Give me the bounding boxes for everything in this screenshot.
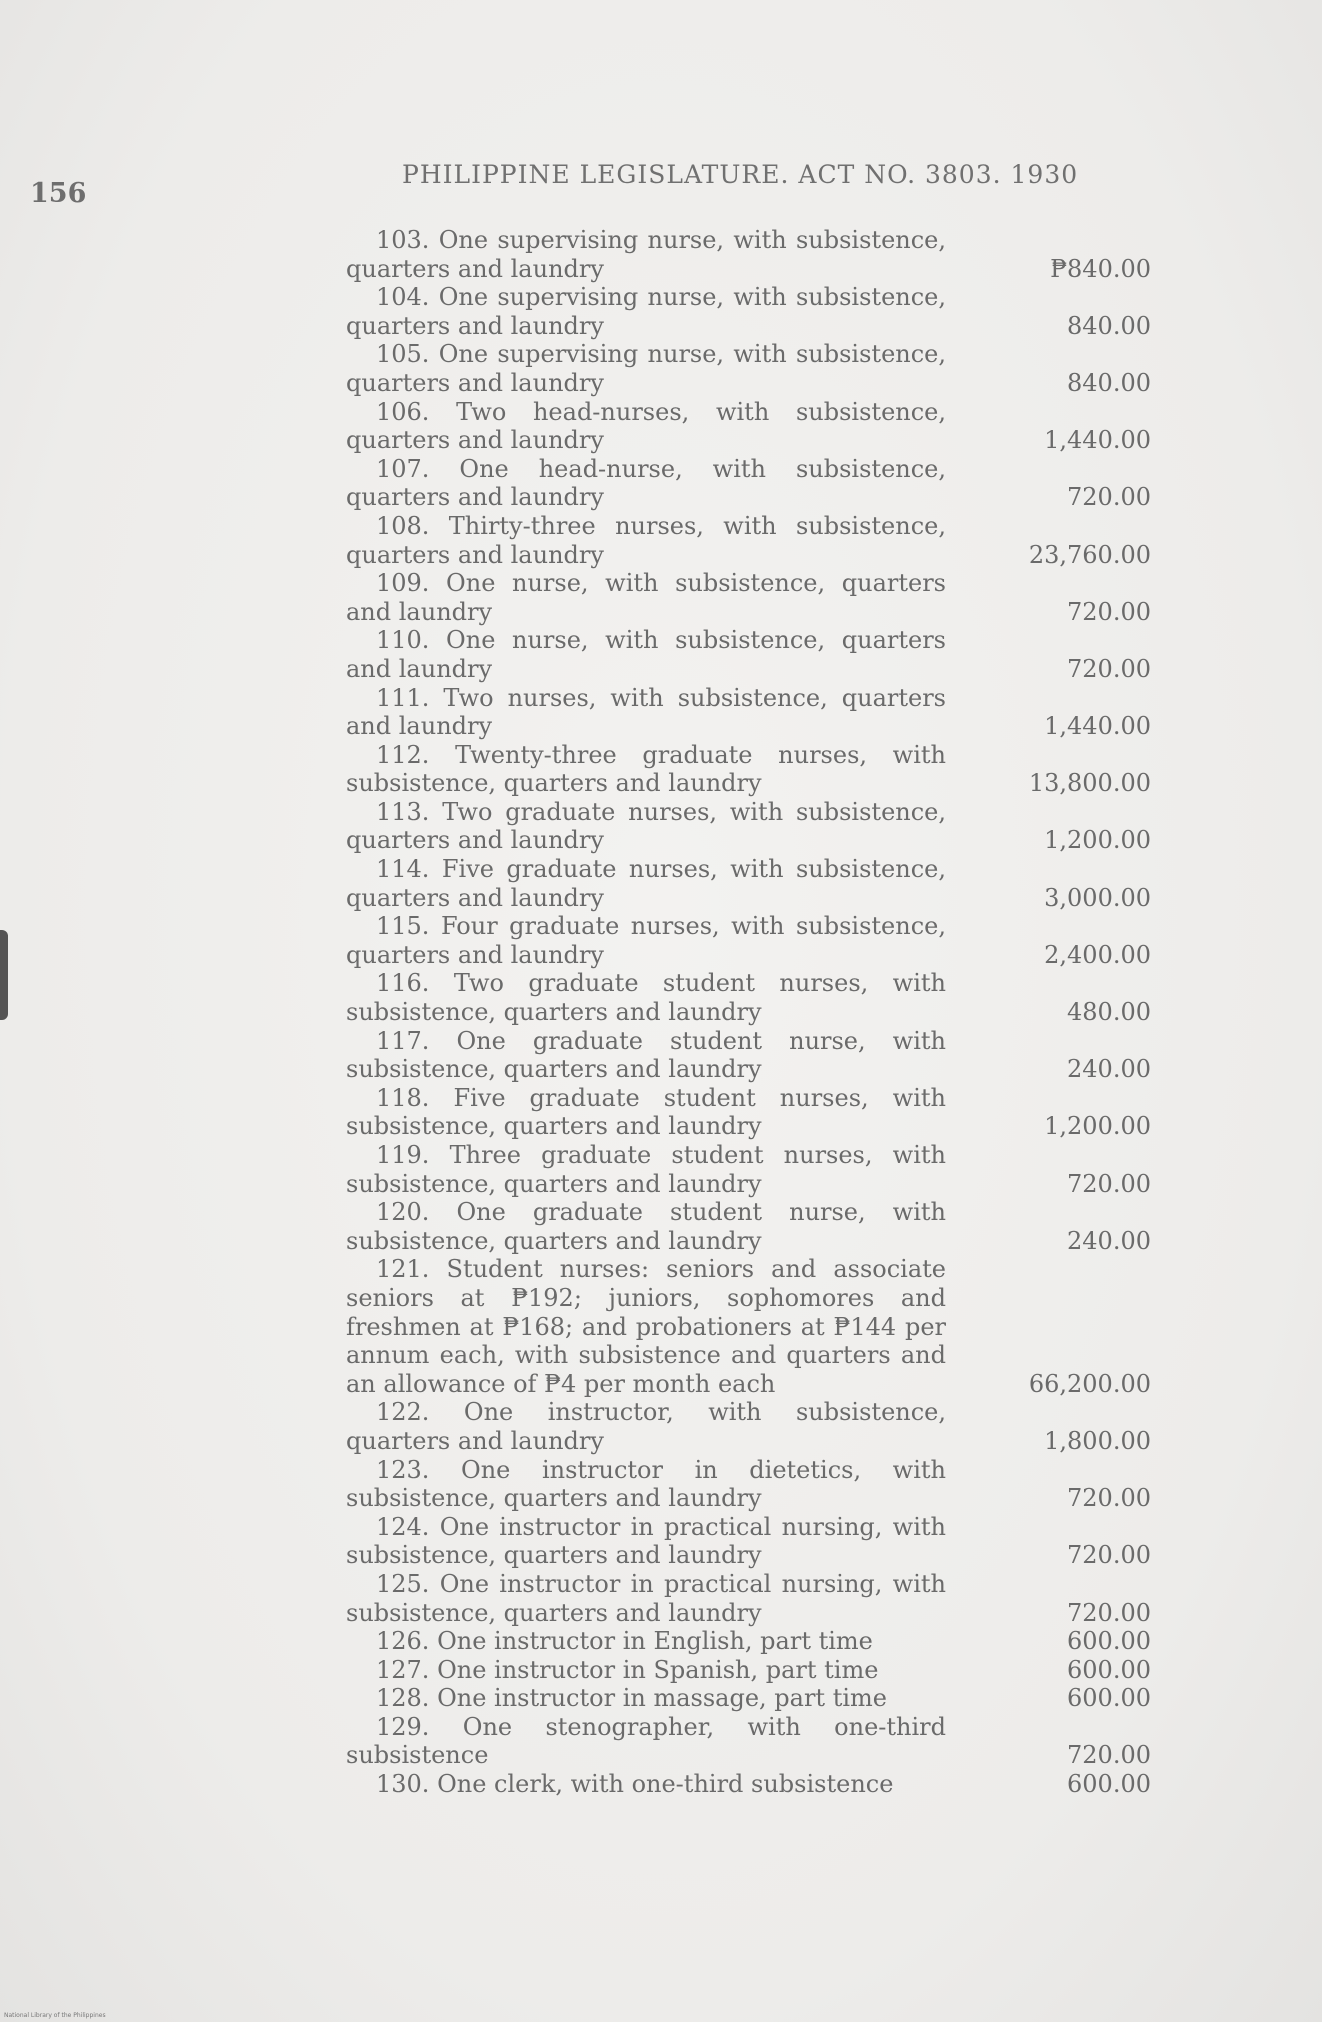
appropriation-item xyxy=(346,969,1151,1026)
appropriation-item xyxy=(346,1656,1151,1685)
appropriation-list xyxy=(346,226,1151,1799)
appropriation-item xyxy=(346,741,1151,798)
appropriation-item xyxy=(346,684,1151,741)
item-description: 104. One supervising nurse, with subsistence, quarters and laundry xyxy=(346,283,946,340)
item-description: 107. One head-nurse, with subsistence, quarters and laundry xyxy=(346,454,946,512)
item-description: 129. One stenographer, with one-third subsistence xyxy=(346,1712,946,1770)
appropriation-item xyxy=(346,1513,1151,1570)
item-amount: 720.00 xyxy=(1067,1598,1151,1627)
item-description: 117. One graduate student nurse, with subsistence, quarters and laundry xyxy=(346,1026,946,1084)
item-amount: 840.00 xyxy=(1067,311,1151,340)
appropriation-item xyxy=(346,1198,1151,1255)
item-amount: 600.00 xyxy=(1067,1684,1151,1713)
item-amount: 720.00 xyxy=(1067,1484,1151,1513)
item-description: 120. One graduate student nurse, with subsistence, quarters and laundry xyxy=(346,1198,946,1255)
item-amount: 720.00 xyxy=(1067,597,1151,626)
item-description: 110. One nurse, with subsistence, quarters and laundry xyxy=(346,626,946,683)
item-description: 118. Five graduate student nurses, with subsistence, quarters and laundry xyxy=(346,1083,946,1141)
item-amount: 720.00 xyxy=(1067,1541,1151,1570)
appropriation-item xyxy=(346,1713,1151,1770)
item-amount: 240.00 xyxy=(1067,1055,1151,1084)
item-description: 124. One instructor in practical nursing, with subsistence, quarters and laundry xyxy=(346,1512,946,1570)
appropriation-item xyxy=(346,455,1151,512)
running-head: PHILIPPINE LEGISLATURE. ACT NO. 3803. 1930 xyxy=(402,160,1079,189)
page-number: 156 xyxy=(30,178,87,209)
item-description: 130. One clerk, with one-third subsistence xyxy=(376,1770,894,1799)
appropriation-item xyxy=(346,1684,1151,1713)
item-amount: 66,200.00 xyxy=(1028,1369,1151,1398)
appropriation-item xyxy=(346,226,1151,283)
item-description: 122. One instructor, with subsistence, quarters and laundry xyxy=(346,1398,946,1455)
footer-note: National Library of the Philippines xyxy=(4,2012,106,2019)
item-description: 119. Three graduate student nurses, with subsistence, quarters and laundry xyxy=(346,1141,946,1198)
appropriation-item xyxy=(346,1141,1151,1198)
item-amount: 840.00 xyxy=(1067,368,1151,397)
item-description: 115. Four graduate nurses, with subsistence, quarters and laundry xyxy=(346,912,946,969)
item-description: 105. One supervising nurse, with subsistence, quarters and laundry xyxy=(346,340,946,397)
item-description: 108. Thirty-three nurses, with subsistence, quarters and laundry xyxy=(346,511,946,569)
item-amount: 720.00 xyxy=(1067,483,1151,512)
item-description: 126. One instructor in English, part time xyxy=(376,1627,873,1656)
appropriation-item xyxy=(346,569,1151,626)
item-amount: 1,440.00 xyxy=(1044,712,1151,741)
item-amount: 23,760.00 xyxy=(1028,540,1151,569)
item-description: 121. Student nurses: seniors and associate seniors at ₱192; juniors, sophomores and freshmen at ₱168; and probationers at ₱144 per annum each, with subsistence and quarters and an allowance of ₱4 per month each xyxy=(346,1255,946,1398)
item-amount: 600.00 xyxy=(1067,1655,1151,1684)
appropriation-item xyxy=(346,1084,1151,1141)
appropriation-item xyxy=(346,1255,1151,1398)
item-amount: 1,200.00 xyxy=(1044,1112,1151,1141)
item-description: 125. One instructor in practical nursing, with subsistence, quarters and laundry xyxy=(346,1569,946,1627)
item-amount: ₱840.00 xyxy=(1050,254,1151,283)
item-description: 106. Two head-nurses, with subsistence, quarters and laundry xyxy=(346,397,946,455)
item-description: 123. One instructor in dietetics, with subsistence, quarters and laundry xyxy=(346,1455,946,1513)
item-amount: 13,800.00 xyxy=(1028,769,1151,798)
item-description: 103. One supervising nurse, with subsistence, quarters and laundry xyxy=(346,226,946,283)
item-amount: 720.00 xyxy=(1067,1169,1151,1198)
appropriation-item xyxy=(346,398,1151,455)
item-amount: 480.00 xyxy=(1067,998,1151,1027)
appropriation-item xyxy=(346,1456,1151,1513)
item-description: 111. Two nurses, with subsistence, quarters and laundry xyxy=(346,683,946,741)
appropriation-item xyxy=(346,1027,1151,1084)
item-description: 127. One instructor in Spanish, part time xyxy=(376,1655,879,1684)
appropriation-item xyxy=(346,1398,1151,1455)
item-amount: 3,000.00 xyxy=(1044,883,1151,912)
item-amount: 1,200.00 xyxy=(1044,826,1151,855)
item-description: 116. Two graduate student nurses, with subsistence, quarters and laundry xyxy=(346,969,946,1027)
item-amount: 1,440.00 xyxy=(1044,426,1151,455)
appropriation-item xyxy=(346,912,1151,969)
appropriation-item xyxy=(346,1627,1151,1656)
scan-edge-mark xyxy=(0,930,8,1020)
item-description: 113. Two graduate nurses, with subsistence, quarters and laundry xyxy=(346,797,946,855)
appropriation-item xyxy=(346,626,1151,683)
item-amount: 240.00 xyxy=(1067,1226,1151,1255)
appropriation-item xyxy=(346,1770,1151,1799)
item-amount: 720.00 xyxy=(1067,654,1151,683)
appropriation-item xyxy=(346,340,1151,397)
item-description: 112. Twenty-three graduate nurses, with subsistence, quarters and laundry xyxy=(346,740,946,798)
appropriation-item xyxy=(346,512,1151,569)
item-description: 128. One instructor in massage, part time xyxy=(376,1684,887,1713)
item-amount: 1,800.00 xyxy=(1044,1426,1151,1455)
item-description: 109. One nurse, with subsistence, quarters and laundry xyxy=(346,569,946,626)
item-description: 114. Five graduate nurses, with subsistence, quarters and laundry xyxy=(346,855,946,912)
item-amount: 600.00 xyxy=(1067,1627,1151,1656)
appropriation-item xyxy=(346,798,1151,855)
appropriation-item xyxy=(346,855,1151,912)
item-amount: 600.00 xyxy=(1067,1770,1151,1799)
item-amount: 720.00 xyxy=(1067,1741,1151,1770)
appropriation-item xyxy=(346,283,1151,340)
appropriation-item xyxy=(346,1570,1151,1627)
item-amount: 2,400.00 xyxy=(1044,940,1151,969)
